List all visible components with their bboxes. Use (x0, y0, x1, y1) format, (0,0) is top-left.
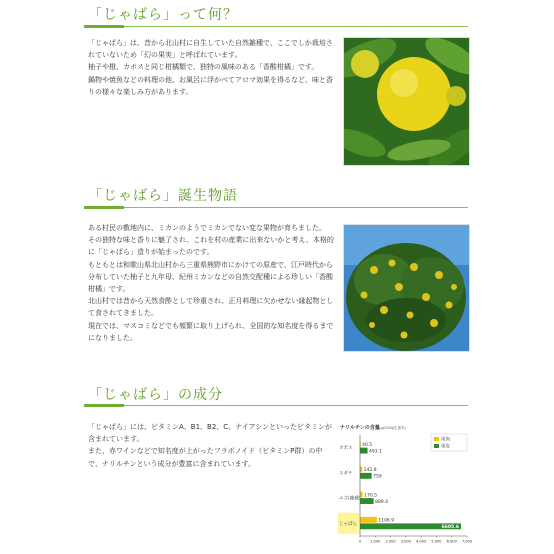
paragraph: ある村民の敷地内に、ミカンのようでミカンでない変な果物が育ちました。 (88, 224, 326, 232)
data-label: 759 (373, 474, 382, 480)
section-divider (84, 405, 468, 406)
section-body (88, 421, 333, 470)
data-label: 889.4 (375, 499, 388, 505)
x-tick-label: 5,000 (431, 539, 442, 544)
category-label: カボス (339, 446, 353, 452)
narirutin-chart (338, 421, 472, 549)
bar-pulp (360, 466, 362, 472)
yellow-citrus-fruit-photo (343, 37, 470, 166)
section-body (88, 222, 338, 344)
section-divider (84, 207, 468, 208)
chart-legend (431, 434, 467, 451)
data-label: 170.5 (364, 493, 377, 499)
x-tick-label: 3,000 (400, 539, 412, 544)
section-body (88, 37, 333, 98)
section-heading: 「じゃばら」って何？ (88, 7, 238, 23)
category-label: じゃばら (339, 521, 357, 527)
bar-peel (360, 498, 374, 504)
bar-pulp (360, 517, 377, 523)
paragraph: 現在では、マスコミなどでも頻繁に取り上げられ、全国的な知名度を得るまでになりました。 (88, 321, 334, 342)
paragraph: 「じゃばら」は、昔から北山村に自生していた自然雑種で、ここでしか栽培されていないため「幻の果実」と呼ばれています。 (88, 39, 333, 60)
paragraph: 北山村では昔から天然食酢として珍重され、正月料理に欠かせない縁起物として食されてきました。 (88, 297, 334, 318)
data-label: 6605.6 (441, 525, 459, 531)
x-tick-label: 6,000 (446, 539, 457, 544)
legend-label-peel: 果皮 (441, 444, 450, 450)
chart-subtitle: (μg/100g生果実) (378, 426, 406, 430)
x-tick-label: 0 (358, 539, 362, 544)
bar-peel (360, 448, 368, 454)
section-heading: 「じゃばら」誕生物語 (88, 188, 238, 204)
category-label: ユズ(雑種) (339, 496, 361, 502)
x-tick-label: 7,000 (461, 539, 472, 544)
data-label: 1106.9 (378, 518, 395, 524)
data-label: 493.1 (369, 449, 382, 455)
category-label: スダチ (339, 471, 353, 477)
x-tick-label: 1,000 (370, 539, 381, 544)
citrus-tree-photo (343, 224, 470, 352)
paragraph: もともとは和歌山県北山村から三重県熊野市にかけての原産で、江戸時代から分布していた柚子と九年母、紀州ミカンなどの自然交配種による珍しい「香酸柑橘」です。 (88, 260, 333, 294)
paragraph: 「じゃばら」には、ビタミンA、B1、B2、C、ナイアシンといったビタミンが含まれています。 (88, 423, 333, 444)
paragraph: また、赤ワインなどで知名度が上がったフラボノイド（ビタミンP群）の中で、ナリルチンという成分が豊富に含まれています。 (88, 447, 323, 468)
paragraph: 柚子や橙、カボスと同じ柑橘類で、独特の風味のある「香酸柑橘」です。 (88, 63, 319, 72)
data-label: 40.5 (362, 442, 373, 448)
bar-peel (360, 473, 372, 479)
paragraph: その独特な味と香りに魅了され、これを村の産業に出来ないかと考え、本格的に「じゃばら」造りが始まったのです。 (88, 236, 334, 257)
legend-swatch-pulp (434, 437, 439, 441)
section-divider (84, 26, 468, 27)
x-tick-label: 2,000 (385, 539, 396, 544)
legend-swatch-peel (434, 444, 439, 448)
paragraph: 鍋物や焼魚などの料理の他、お風呂に浮かべてアロマ効果を得るなど、味と香りの様々な楽しみ方があります。 (88, 75, 333, 96)
section-heading: 「じゃばら」の成分 (88, 387, 223, 403)
data-label: 142.8 (363, 468, 377, 474)
chart-title: ナリルチンの含量 (340, 425, 380, 431)
x-tick-label: 4,000 (415, 539, 427, 544)
legend-label-pulp: 果肉 (441, 437, 450, 443)
